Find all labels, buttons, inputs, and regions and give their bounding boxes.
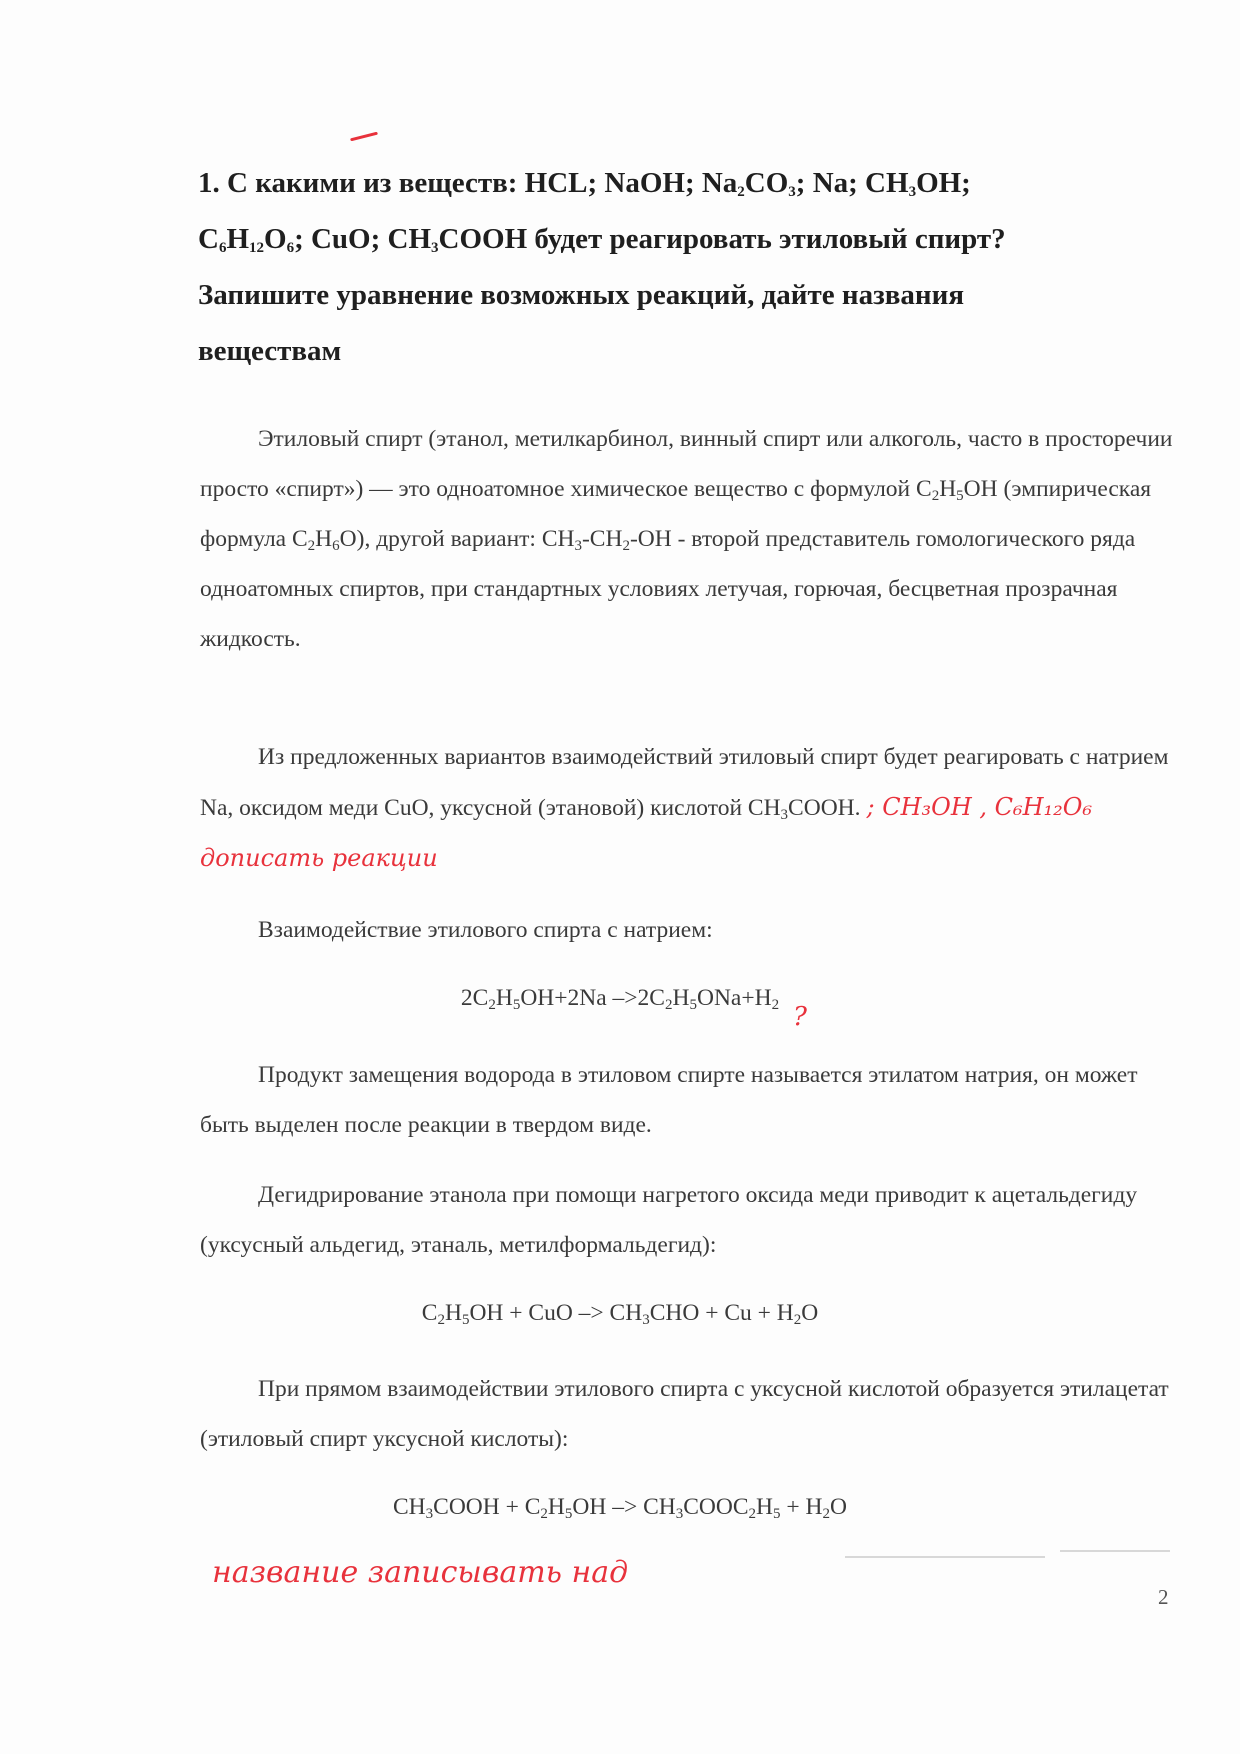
heading-text: COOH будет реагировать этиловый спирт? xyxy=(438,223,1006,255)
text: CH xyxy=(393,1494,426,1520)
subscript: 2 xyxy=(771,997,780,1013)
handwritten-note-add-reactions: ; CH₃OH , C₆H₁₂O₆ дописать реакции xyxy=(200,793,1093,872)
subscript: 2 xyxy=(737,184,745,200)
subscript: 3 xyxy=(908,184,917,200)
text: COOH + C xyxy=(433,1494,541,1520)
subscript: 3 xyxy=(780,807,789,823)
subscript: 2 xyxy=(622,538,630,554)
paragraph-esterification: При прямом взаимодействии этилового спирта с уксусной кислотой образуется этилацетат (этиловый спирт уксусной кислоты): xyxy=(200,1376,1169,1452)
subscript: 3 xyxy=(574,538,582,554)
subscript: 2 xyxy=(488,997,496,1013)
scan-smudge xyxy=(845,1556,1045,1558)
text: H xyxy=(756,1494,774,1520)
subscript: 2 xyxy=(664,997,673,1013)
text: O xyxy=(830,1494,847,1520)
red-pen-mark xyxy=(350,132,378,142)
task-number: 1. xyxy=(198,167,227,199)
scan-smudge xyxy=(1060,1550,1170,1552)
subscript: 5 xyxy=(956,488,964,504)
subscript: 5 xyxy=(512,997,521,1013)
text: C xyxy=(421,1300,438,1326)
subscript: 3 xyxy=(642,1312,650,1328)
text: ONa+H xyxy=(696,985,772,1011)
subscript: 2 xyxy=(437,1312,445,1328)
subscript: 5 xyxy=(689,997,697,1013)
subscript: 2 xyxy=(931,488,940,504)
subscript: 12 xyxy=(249,240,265,256)
text: Из предложенных вариантов взаимодействий этиловый спирт будет реагировать с натрием Na, оксидом меди CuO, уксусной (этановой) кислотой CH xyxy=(200,744,1169,821)
text: O xyxy=(801,1300,819,1326)
subscript: 2 xyxy=(822,1506,831,1522)
subscript: 3 xyxy=(675,1506,684,1522)
paragraph-sodium-intro: Взаимодействие этилового спирта с натрием: xyxy=(258,917,713,943)
heading-text: ; CuO; CH xyxy=(294,223,432,255)
page-number: 2 xyxy=(1158,1585,1169,1609)
subscript: 5 xyxy=(564,1506,573,1522)
text: -CH xyxy=(581,526,623,552)
text: OH –> CH xyxy=(572,1494,676,1520)
heading-text: ; Na; CH xyxy=(795,167,909,199)
paragraph-ethoxide: Продукт замещения водорода в этиловом спирте называется этилатом натрия, он может быть выделен после реакции в твердом виде. xyxy=(200,1062,1138,1138)
equation-acetic-acid xyxy=(0,1494,1240,1521)
text: Этиловый спирт (этанол, метилкарбинол, винный спирт или алкоголь, часто в просторечии просто «спирт») — это одноатомное химическое вещество с формулой C xyxy=(200,426,1173,502)
subscript: 6 xyxy=(286,240,295,256)
subscript: 6 xyxy=(332,538,340,554)
text: O), другой вариант: CH xyxy=(339,526,575,552)
text: -OH - второй представитель гомологического ряда одноатомных спиртов, при стандартных условиях летучая, горючая, бесцветная прозрачная жидкость. xyxy=(200,526,1136,652)
subscript: 2 xyxy=(307,538,316,554)
text: OH+2Na –>2C xyxy=(520,985,665,1011)
text: H xyxy=(672,985,690,1011)
subscript: 3 xyxy=(788,184,796,200)
heading-line-3: Запишите уравнение возможных реакций, дайте названия xyxy=(198,279,965,311)
text: COOC xyxy=(683,1494,749,1520)
task-heading xyxy=(198,155,1158,379)
heading-text: CO xyxy=(744,167,789,199)
heading-text: OH; xyxy=(916,167,971,199)
text: CHO + Cu + H xyxy=(649,1300,794,1326)
text: H xyxy=(939,476,957,502)
equation-copper-oxide xyxy=(0,1300,1240,1327)
text: H xyxy=(547,1494,565,1520)
text: COOH. xyxy=(788,795,861,821)
subscript: 2 xyxy=(540,1506,548,1522)
handwritten-note-names-above: название записывать над xyxy=(212,1555,629,1590)
subscript: 2 xyxy=(748,1506,757,1522)
subscript: 5 xyxy=(461,1312,470,1328)
subscript: 5 xyxy=(773,1506,781,1522)
heading-text: С какими из веществ: HCL; NaOH; Na xyxy=(227,167,738,199)
equation-sodium xyxy=(0,985,1240,1012)
subscript: 2 xyxy=(793,1312,802,1328)
text: OH + CuO –> CH xyxy=(469,1300,643,1326)
heading-text: C xyxy=(198,223,219,255)
heading-line-4: веществам xyxy=(198,335,342,367)
heading-text: O xyxy=(264,223,287,255)
text: OH (эмпирическая формула C xyxy=(200,476,1152,552)
subscript: 3 xyxy=(431,240,439,256)
text: H xyxy=(495,985,513,1011)
text: H xyxy=(444,1300,462,1326)
text: 2C xyxy=(460,985,489,1011)
subscript: 3 xyxy=(425,1506,434,1522)
text: H xyxy=(315,526,333,552)
heading-text: H xyxy=(226,223,250,255)
text: + H xyxy=(780,1494,823,1520)
handwritten-question-mark: ? xyxy=(793,1002,807,1032)
heading-line-1 xyxy=(198,155,1158,211)
subscript: 6 xyxy=(218,240,227,256)
heading-line-2 xyxy=(198,211,1158,267)
paragraph-definition xyxy=(200,414,1175,664)
paragraph-dehydrogenation: Дегидрирование этанола при помощи нагретого оксида меди приводит к ацетальдегиду (уксусный альдегид, этаналь, метилформальдегид): xyxy=(200,1182,1138,1258)
paragraph-reactions-list xyxy=(200,732,1175,884)
